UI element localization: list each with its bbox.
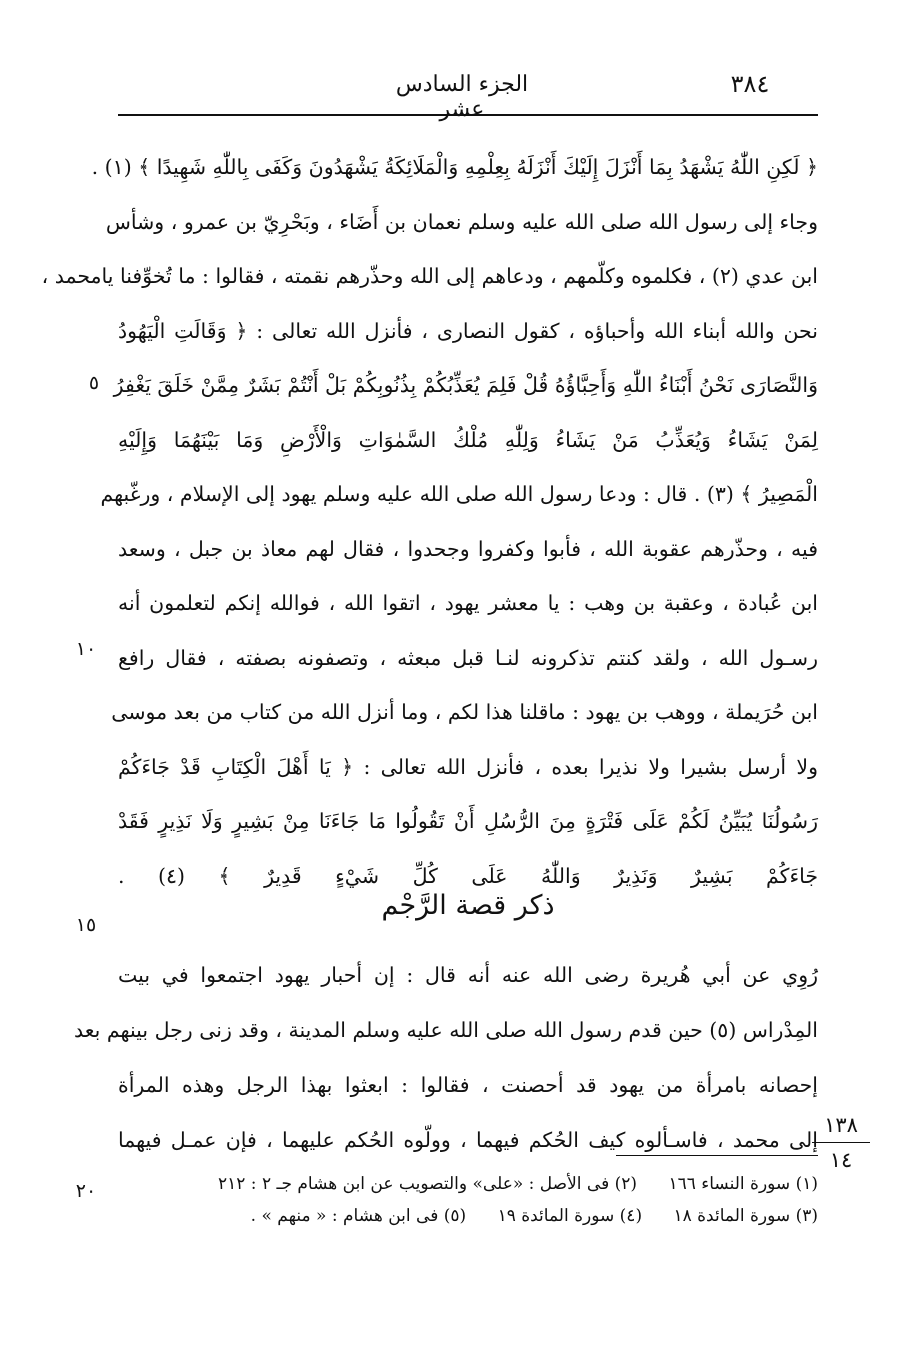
line-number-5: ٥ [88, 372, 100, 394]
page-number: ٣٨٤ [730, 70, 770, 98]
original-page-bottom: ١٤ [829, 1148, 853, 1172]
text-line: ابن عُبادة ، وعقبة بن وهب : يا معشر يهود ، اتقوا الله ، فوالله إنكم لتعلمون أنه [118, 591, 818, 615]
footnote-5: (٥) فى ابن هشام : « منهم » . [250, 1206, 467, 1226]
text-line: لِمَنْ يَشَاءُ وَيُعَذِّبُ مَنْ يَشَاءُ وَلِلّٰهِ مُلْكُ السَّمٰوَاتِ وَالْأَرْضِ وَمَا بَيْنَهُمَا وَإِلَيْهِ [118, 427, 818, 452]
text-line: رُوِي عن أبي هُريرة رضى الله عنه أنه قال : إن أحبار يهود اجتمعوا في بيت [118, 963, 818, 987]
line-number-20: ٢٠ [75, 1180, 97, 1202]
section-heading: ذكر قصة الرَّجْم [381, 890, 555, 921]
text-line: ابن حُرَيملة ، ووهب بن يهود : ماقلنا هذا لكم ، وما أنزل الله من كتاب من بعد موسى [111, 700, 818, 724]
footnotes [118, 1168, 818, 1232]
original-page-reference [806, 1110, 876, 1175]
footnote-row [118, 1168, 818, 1200]
text-line: الْمَصِيرُ ﴾ (٣) . قال : ودعا رسول الله صلى الله عليه وسلم يهود إلى الإسلام ، ورغّبهم [100, 482, 818, 506]
footnote-3: (٣) سورة المائدة ١٨ [673, 1206, 818, 1226]
text-line: فيه ، وحذّرهم عقوبة الله ، فأبوا وكفروا وجحدوا ، فقال لهم معاذ بن جبل ، وسعد [118, 536, 818, 561]
text-line: رسـول الله ، ولقد كنتم تذكرونه لنـا قبل مبعثه ، وتصفونه بصفته ، فقال رافع [118, 645, 818, 670]
text-line: ولا أرسل بشيرا ولا نذيرا بعده ، فأنزل الله تعالى : ﴿ يَا أَهْلَ الْكِتَابِ قَدْ جَاءَكُمْ [118, 754, 818, 779]
text-line: وجاء إلى رسول الله صلى الله عليه وسلم نعمان بن أَضَاء ، وبَحْرِيّ بن عمرو ، وشأس [105, 209, 818, 234]
footnote-rule [616, 1155, 818, 1156]
text-line: وَالنَّصَارَى نَحْنُ أَبْنَاءُ اللّٰهِ وَأَحِبَّاؤُهُ قُلْ فَلِمَ يُعَذِّبُكُمْ بِذُنُوبِكُمْ بَلْ أَنْتُمْ بَشَرٌ مِمَّنْ خَلَقَ يَغْفِرُ [113, 373, 818, 397]
header-rule [118, 114, 818, 116]
text-line: رَسُولُنَا يُبَيِّنُ لَكُمْ عَلَى فَتْرَةٍ مِنَ الرُّسُلِ أَنْ تَقُولُوا مَا جَاءَنَا مِنْ بَشِيرٍ وَلَا نَذِيرٍ فَقَدْ [118, 809, 818, 833]
text-line: إحصانه بامرأة من يهود قد أحصنت ، فقالوا : ابعثوا بهذا الرجل وهذه المرأة [118, 1073, 818, 1097]
text-line: المِدْراس (٥) حين قدم رسول الله صلى الله عليه وسلم المدينة ، وقد زنى رجل بينهم بعد [74, 1018, 818, 1042]
running-header-title: الجزء السادس عشر [395, 72, 529, 122]
original-page-rule [812, 1142, 870, 1143]
text-line: جَاءَكُمْ بَشِيرٌ وَنَذِيرٌ وَاللّٰهُ عَلَى كُلِّ شَيْءٍ قَدِيرٌ ﴾ (٤) . [118, 863, 818, 888]
text-line: ابن عدي (٢) ، فكلموه وكلّمهم ، ودعاهم إلى الله وحذّرهم نقمته ، فقالوا : ما تُخوِّفنا يامحمد ، [41, 264, 818, 288]
footnote-2: (٢) فى الأصل : «على» والتصويب عن ابن هشام جـ ٢ : ٢١٢ [218, 1174, 638, 1194]
footnote-1: (١) سورة النساء ١٦٦ [668, 1174, 818, 1194]
paragraph-2 [74, 948, 818, 1168]
text-line: نحن والله أبناء الله وأحباؤه ، كقول النصارى ، فأنزل الله تعالى : ﴿ وَقَالَتِ الْيَهُودُ [118, 318, 818, 343]
line-number-10: ١٠ [75, 638, 97, 660]
footnote-4: (٤) سورة المائدة ١٩ [497, 1206, 643, 1226]
text-line: إلى محمد ، فاسـألوه كيف الحُكم فيهما ، وولّوه الحُكم عليهما ، فإن عمـل فيهما [118, 1128, 818, 1152]
text-line: ﴿ لَكِنِ اللّٰهُ يَشْهَدُ بِمَا أَنْزَلَ إِلَيْكَ أَنْزَلَهُ بِعِلْمِهِ وَالْمَلَائِكَةُ يَشْهَدُونَ وَكَفَى بِاللّٰهِ شَهِيدًا ﴾ (١) . [91, 155, 818, 179]
line-number-15: ١٥ [75, 914, 97, 936]
original-page-top: ١٣٨ [824, 1113, 858, 1137]
footnote-row [118, 1200, 818, 1232]
